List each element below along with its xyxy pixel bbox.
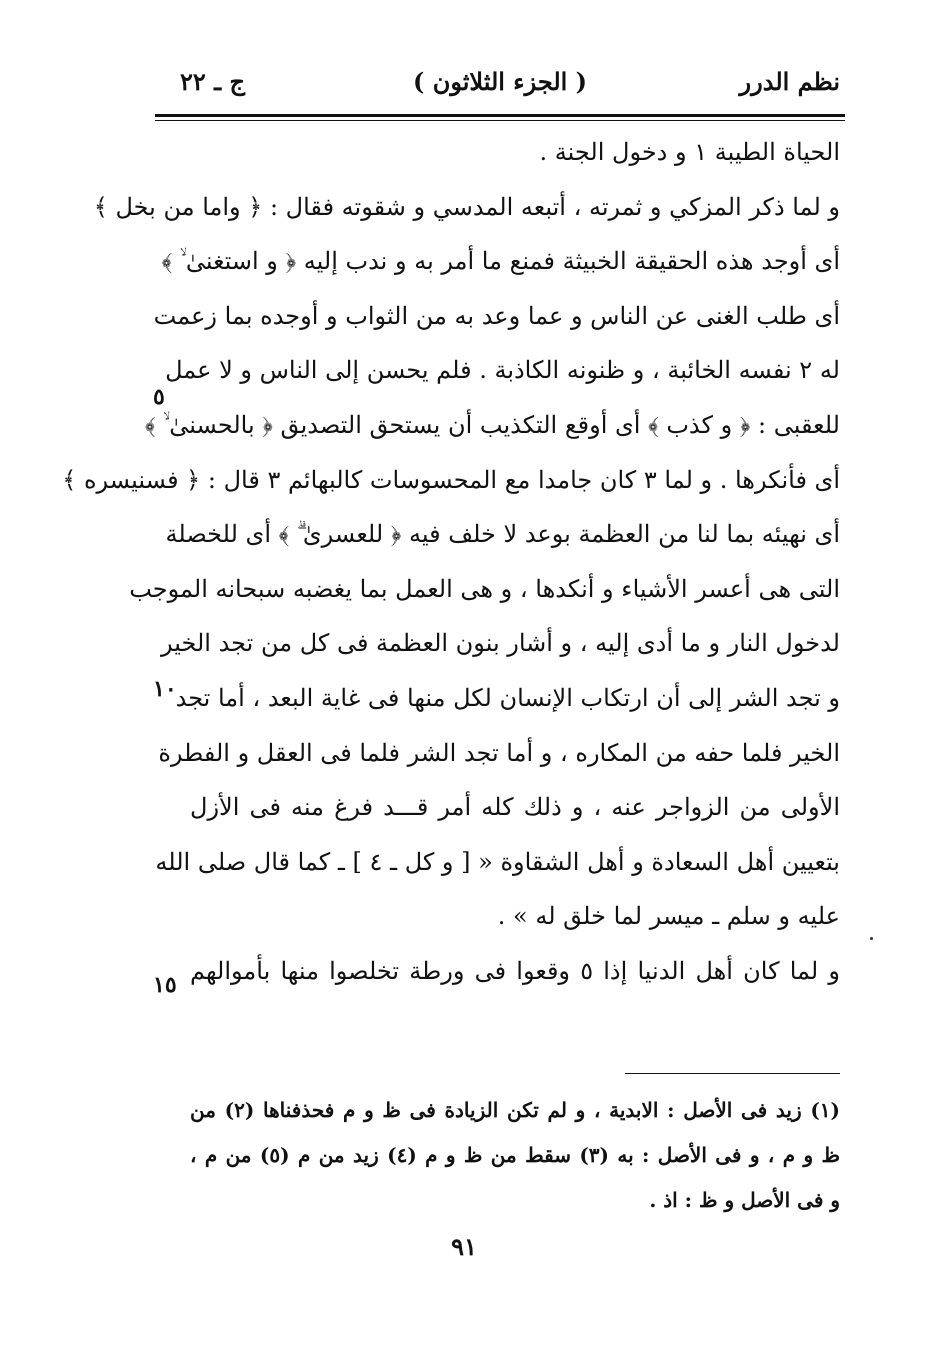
text-line: الأولى من الزواجر عنه ، و ذلك كله أمر قـــد فرغ منه فى الأزل [190,793,840,822]
running-header [160,58,840,106]
section-title: ( الجزء الثلاثون ) [412,67,588,96]
text-line: و لما ذكر المزكي و ثمرته ، أتبعه المدسي و شقوته فقال : ﴿ واما من بخل ﴾ [93,192,840,221]
book-title: نظم الدرر [739,67,840,96]
footnote-line: و فى الأصل و ظ : اذ . [649,1188,840,1212]
line-number-10: ١٠ [153,676,177,702]
header-rule-thick [155,114,845,117]
volume-page-label: ج ـ ٢٢ [180,67,246,96]
footnotes [190,1088,840,1223]
text-line: و لما كان أهل الدنيا إذا ٥ وقعوا فى ورطة تخلصوا منها بأموالهم [190,956,840,985]
page-number: ٩١ [451,1232,477,1261]
text-line: و تجد الشر إلى أن ارتكاب الإنسان لكل منها فى غاية البعد ، أما تجد [175,683,840,712]
line-number-5: ٥ [153,384,165,410]
text-line: بتعيين أهل السعادة و أهل الشقاوة « [ و كل ـ ٤ ] ـ كما قال صلى الله [155,847,840,876]
text-line: أى طلب الغنى عن الناس و عما وعد به من الثواب و أوجده بما زعمت [153,301,840,330]
text-line: له ٢ نفسه الخائبة ، و ظنونه الكاذبة . فلم يحسن إلى الناس و لا عمل [165,356,840,385]
text-line: الخير فلما حفه من المكاره ، و أما تجد الشر فلما فى العقل و الفطرة [158,738,840,767]
text-line: التى هى أعسر الأشياء و أنكدها ، و هى العمل بما يغضبه سبحانه الموجب [129,574,840,603]
text-line: لدخول النار و ما أدى إليه ، و أشار بنون العظمة فى كل من تجد الخير [160,629,840,658]
footnote-line: (١) زيد فى الأصل : الابدية ، و لم تكن الزيادة فى ظ و م فحذفناها (٢) من [190,1098,840,1122]
text-line: الحياة الطيبة ١ و دخول الجنة . [539,138,840,166]
footnote-line: ظ و م ، و فى الأصل : به (٣) سقط من ظ و م (٤) زيد من م (٥) من م ، [190,1143,840,1167]
header-rule-thin [155,120,845,121]
print-speck [870,937,873,940]
text-line: عليه و سلم ـ ميسر لما خلق له » . [497,902,840,931]
text-line: للعقبى : ﴿ و كذب ﴾ أى أوقع التكذيب أن يستحق التصديق ﴿ بالحسنىٰ ۙ ﴾ [144,410,840,439]
text-line: أى نهيئه بما لنا من العظمة بوعد لا خلف فيه ﴿ للعسرىٰ ۗ ﴾ أى للخصلة [165,520,840,549]
text-line: أى فأنكرها . و لما ٣ كان جامدا مع المحسوسات كالبهائم ٣ قال : ﴿ فسنيسره ﴾ [62,465,840,494]
line-number-15: ١٥ [153,972,177,998]
text-line: أى أوجد هذه الحقيقة الخبيثة فمنع ما أمر به و ندب إليه ﴿ و استغنىٰ ۙ ﴾ [161,247,840,276]
footnote-rule [625,1073,840,1074]
